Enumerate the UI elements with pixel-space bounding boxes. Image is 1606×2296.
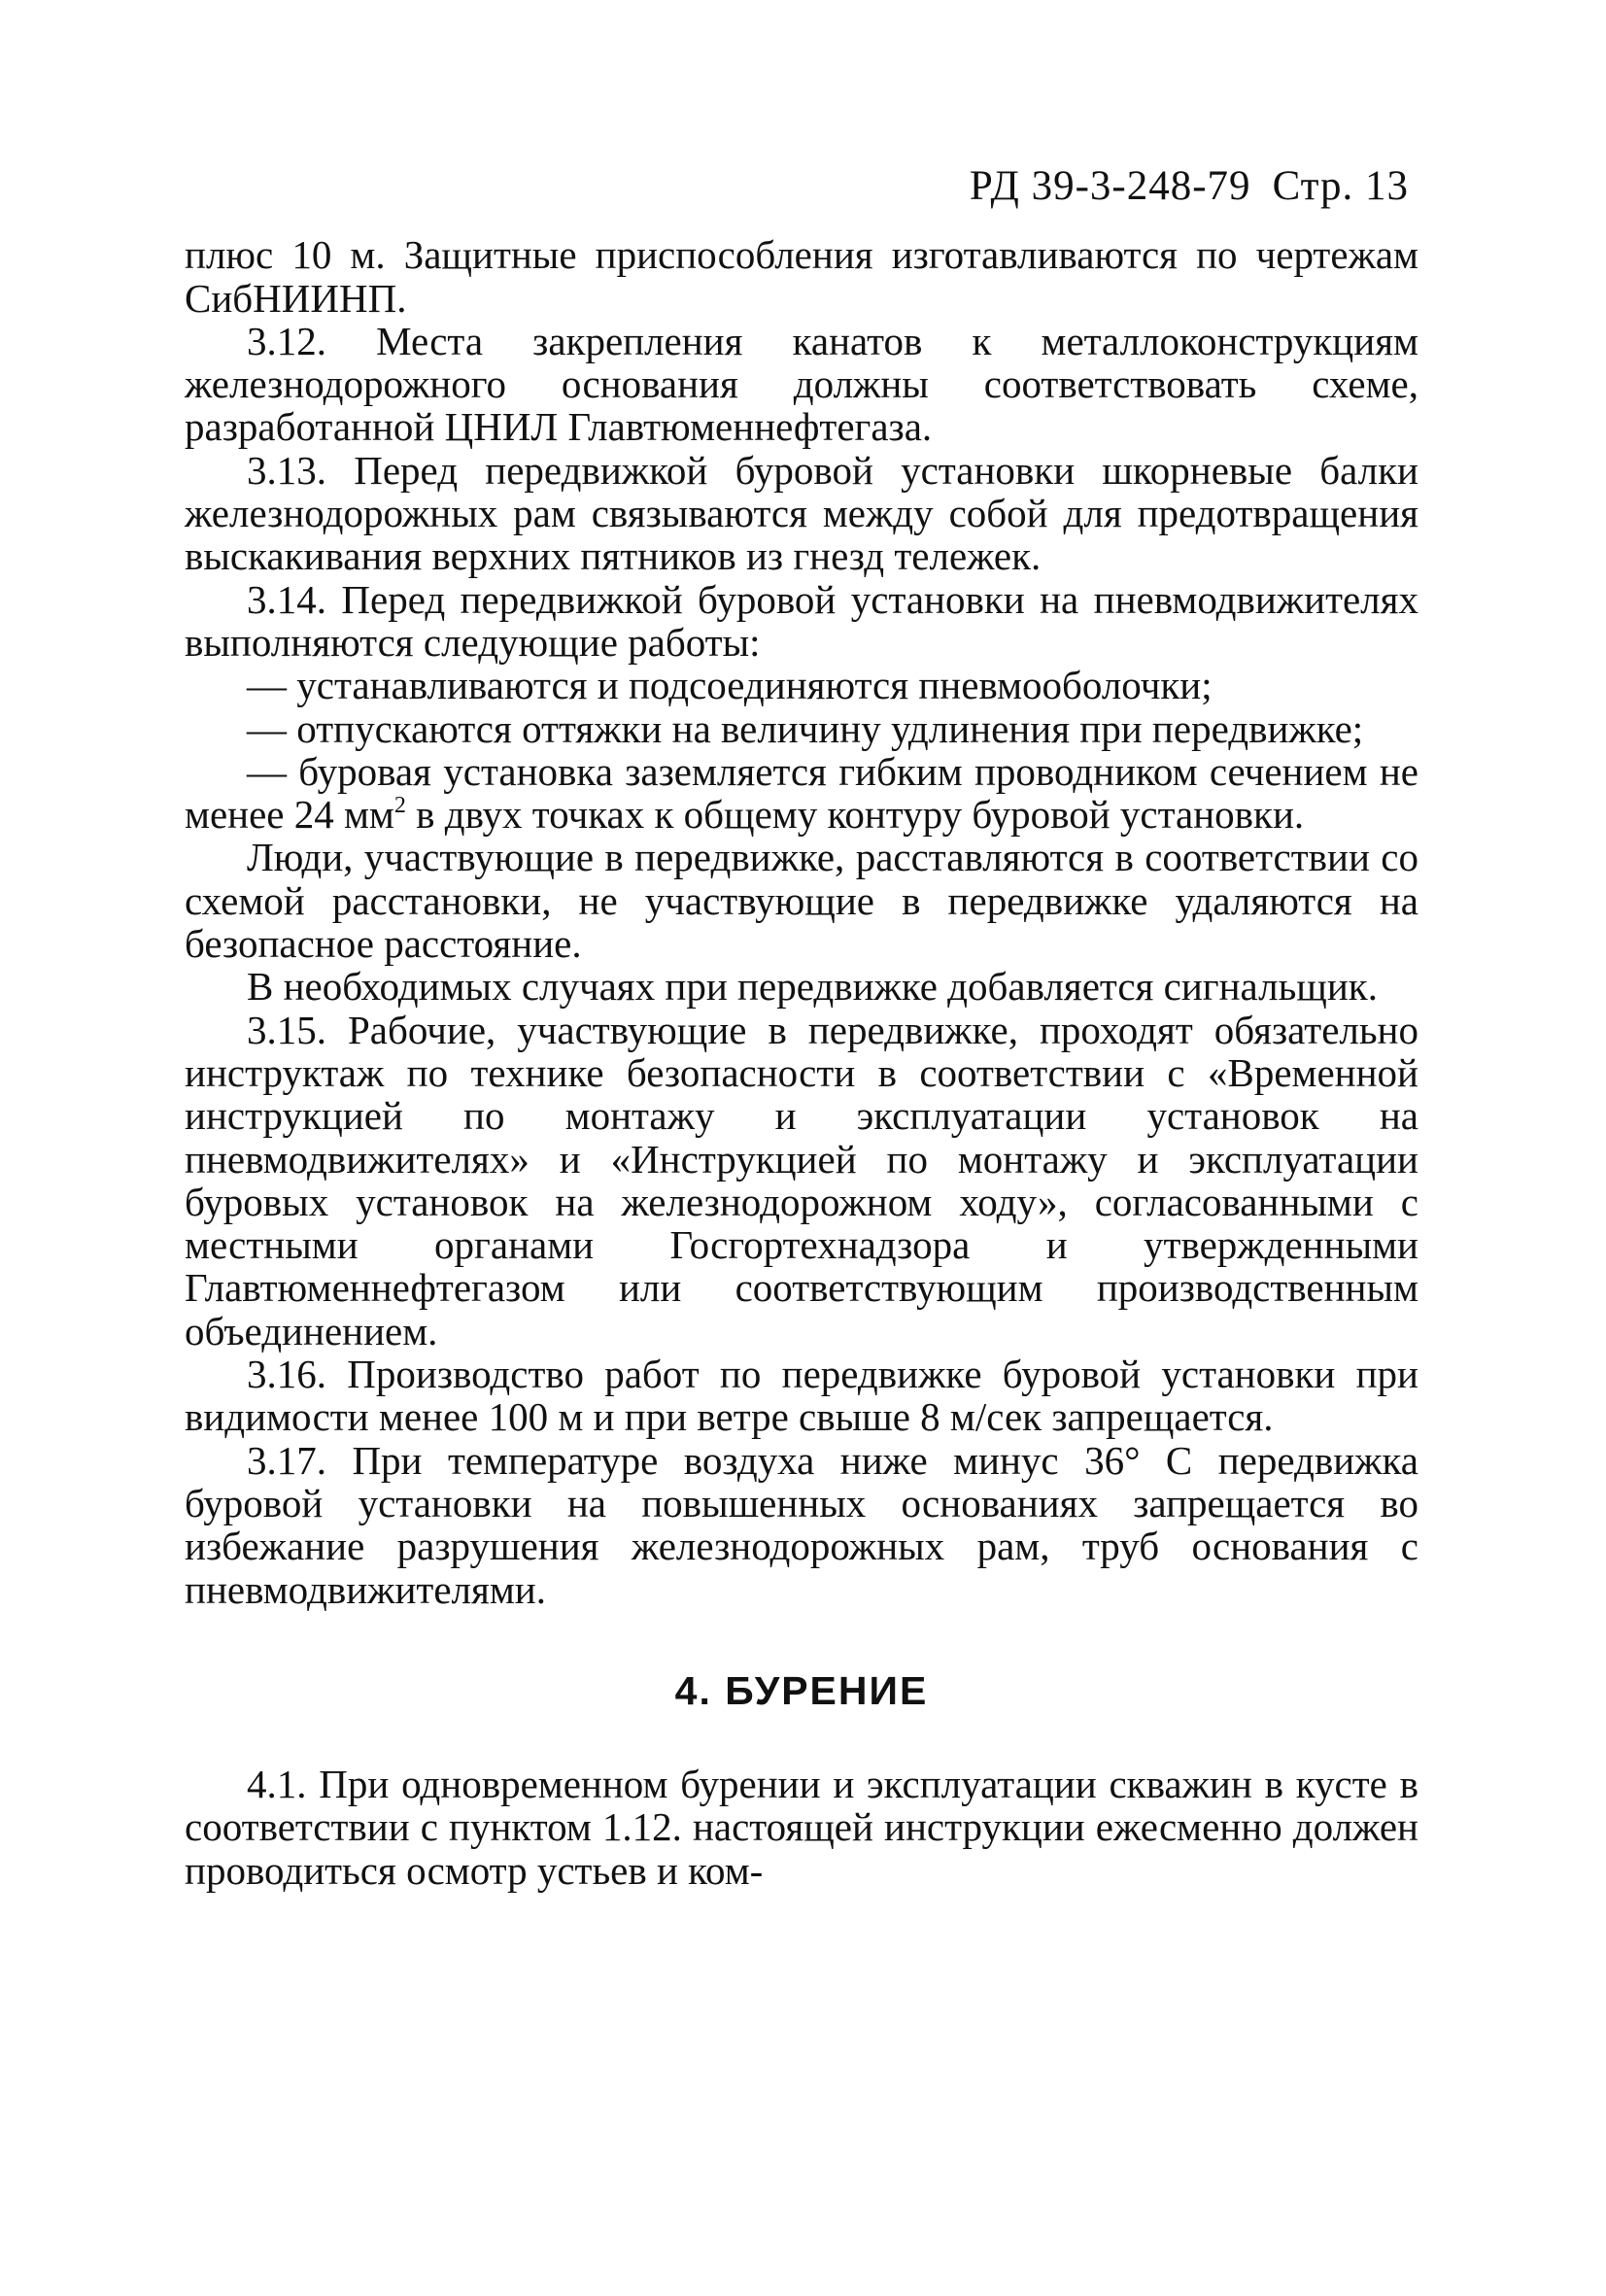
grounding-text-start: — буровая установка заземляется гибким проводником сечением не менее 24 мм <box>185 748 1418 838</box>
paragraph-3-17: 3.17. При температуре воздуха ниже минус 36° С передвижка буровой установки на повышенных основаниях запрещается во избежание разрушения железнодорожных рам, труб основания с пневмодвижителями. <box>185 1437 1418 1612</box>
list-item-pneumo-shells: — устанавливаются и подсоединяются пневмооболочки; <box>247 663 1213 708</box>
page-number: Стр. 13 <box>1272 163 1409 209</box>
paragraph-3-15: 3.15. Рабочие, участвующие в передвижке, проходят обязательно инструктаж по технике безопасности в соответствии с «Временной инструкцией по монтажу и эксплуатации установок на пневмодвижителях» и «Инструкцией по монтажу и эксплуатации буровых установок на железнодорожном ходу», согласованными с местными органами Госгортехнадзора и утвержденными Главтюменнефтегазом или соответствующим производственным объединением. <box>185 1007 1418 1354</box>
paragraph-4-1: 4.1. При одновременном бурении и эксплуатации скважин в кусте в соответствии с пунктом 1.12. настоящей инструкции ежесменно должен проводиться осмотр устьев и ком- <box>185 1762 1418 1893</box>
paragraph-continuation: плюс 10 м. Защитные приспособления изготавливаются по чертежам СибНИИНП. <box>185 232 1418 321</box>
paragraph-3-14: 3.14. Перед передвижкой буровой установки на пневмодвижителях выполняются следующие работы: <box>185 576 1418 665</box>
grounding-text-end: в двух точках к общему контуру буровой установки. <box>405 792 1305 838</box>
document-page <box>185 165 1418 1892</box>
list-item-guy-lines: — отпускаются оттяжки на величину удлинения при передвижке; <box>247 705 1364 751</box>
page-header <box>185 165 1409 208</box>
paragraph-3-16: 3.16. Производство работ по передвижке буровой установки при видимости менее 100 м и при ветре свыше 8 м/сек запрещается. <box>185 1352 1418 1440</box>
section-title: 4. БУРЕНИЕ <box>674 1667 929 1713</box>
superscript-2: 2 <box>393 793 406 819</box>
paragraph-3-13: 3.13. Перед передвижкой буровой установки шкорневые балки железнодорожных рам связываются между собой для предотвращения выскакивания верхних пятников из гнезд тележек. <box>185 447 1418 579</box>
paragraph-signalman: В необходимых случаях при передвижке добавляется сигнальщик. <box>247 964 1378 1010</box>
doc-code: РД 39-3-248-79 <box>969 163 1251 209</box>
paragraph-people: Люди, участвующие в передвижке, расставляются в соответствии со схемой расстановки, не участвующие в передвижке удаляются на безопасное расстояние. <box>185 835 1418 967</box>
paragraph-3-12: 3.12. Места закрепления канатов к металлоконструкциям железнодорожного основания должны соответствовать схеме, разработанной ЦНИЛ Главтюменнефтегаза. <box>185 318 1418 450</box>
list-item-grounding <box>185 750 1418 837</box>
